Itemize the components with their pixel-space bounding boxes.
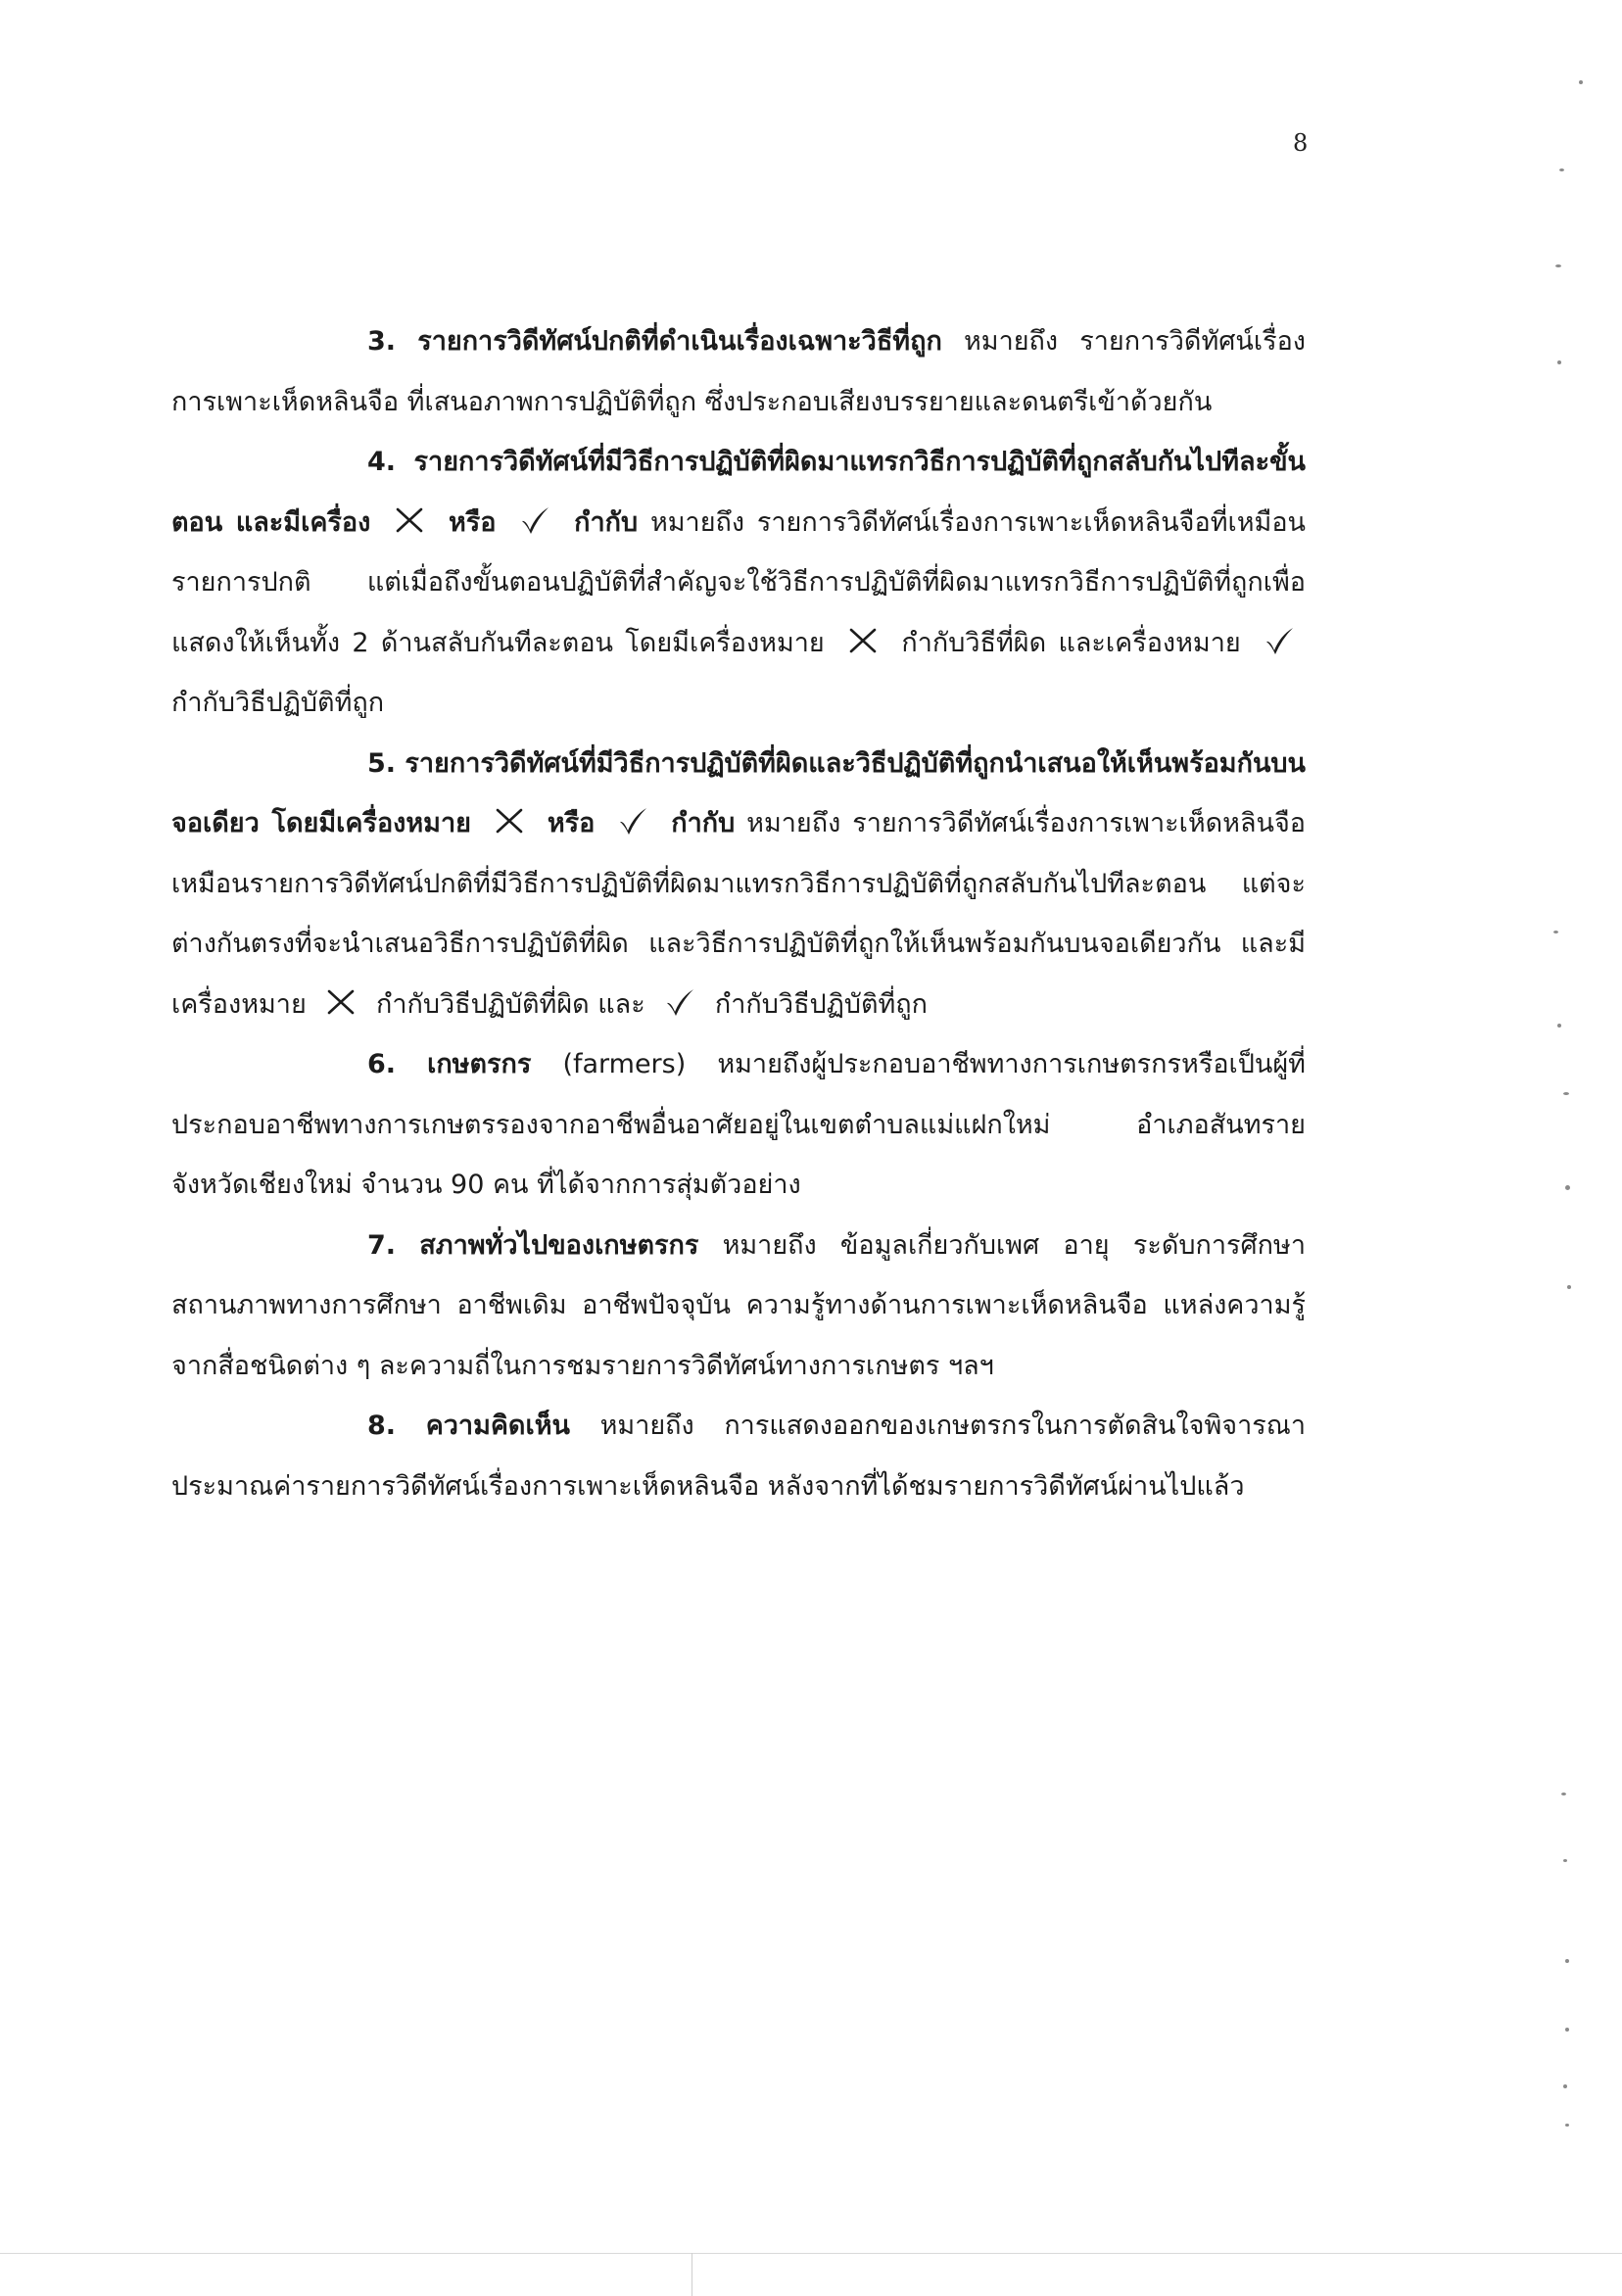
item-number: 6. — [367, 1049, 397, 1079]
definition-term: รายการวิดีทัศน์ปกติที่ดำเนินเรื่องเฉพาะวิธีที่ถูก — [417, 326, 942, 357]
cross-mark-icon — [846, 624, 880, 657]
check-mark-icon — [663, 985, 696, 1019]
scan-speck — [1565, 2124, 1569, 2127]
definition-term-english: (farmers) — [562, 1049, 687, 1079]
definition-text: กำกับวิธีที่ผิด และเครื่องหมาย — [901, 627, 1241, 658]
scan-speck — [1563, 1859, 1567, 1862]
item-number: 3. — [367, 326, 397, 357]
definition-text: หมายถึง รายการวิดีทัศน์เรื่องการเพาะเห็ดหลินจือที่เหมือนรายการปกติ แต่เมื่อถึงขั้นตอนปฏิบัติที่สำคัญจะใช้วิธีการปฏิบัติที่ผิดมาแทรกวิธีการปฏิบัติที่ถูกเพื่อแสดงให้เห็นทั้ง 2 ด้านสลับกันทีละตอน โดยมีเครื่องหมาย — [171, 506, 1306, 658]
definition-text: หมายถึง การแสดงออกของเกษตรกรในการตัดสินใจพิจารณาประมาณค่ารายการวิดีทัศน์เรื่องการเพาะเห็ดหลินจือ หลังจากที่ได้ชมรายการวิดีทัศน์ผ่านไปแล้ว — [171, 1411, 1306, 1502]
item-number: 7. — [367, 1229, 397, 1261]
cross-mark-icon — [393, 503, 426, 537]
definition-text: กำกับวิธีปฏิบัติที่ผิด และ — [375, 988, 645, 1020]
scan-speck — [1565, 1185, 1570, 1190]
definition-text: หมายถึงผู้ประกอบอาชีพทางการเกษตรกรหรือเป็นผู้ที่ประกอบอาชีพทางการเกษตรรองจากอาชีพอื่นอาศัยอยู่ในเขตตำบลแม่แฝกใหม่ อำเภอสันทราย จังหวัดเชียงใหม่ จำนวน 90 คน ที่ได้จากการสุ่มตัวอย่าง — [171, 1049, 1306, 1200]
check-mark-icon — [518, 503, 551, 537]
definition-term: สภาพทั่วไปของเกษตรกร — [419, 1229, 699, 1261]
definition-term-or: หรือ — [448, 506, 497, 538]
definition-item-7 — [171, 1216, 1306, 1397]
page-number: 8 — [1293, 129, 1309, 157]
definition-term-suffix: กำกับ — [671, 808, 736, 838]
item-number: 5. — [367, 747, 397, 779]
definition-text: หมายถึง ข้อมูลเกี่ยวกับเพศ อายุ ระดับการศึกษา สถานภาพทางการศึกษา อาชีพเดิม อาชีพปัจจุบัน ความรู้ทางด้านการเพาะเห็ดหลินจือ แหล่งความรู้จากสื่อชนิดต่าง ๆ ละความถี่ในการชมรายการวิดีทัศน์ทางการเกษตร ฯลฯ — [171, 1229, 1306, 1381]
definition-item-5 — [171, 734, 1306, 1035]
definition-term-or: หรือ — [547, 808, 596, 838]
check-mark-icon — [1263, 624, 1296, 657]
check-mark-icon — [616, 804, 649, 837]
definition-text: หมายถึง รายการวิดีทัศน์เรื่องการเพาะเห็ดหลินจือ ที่เสนอภาพการปฏิบัติที่ถูก ซึ่งประกอบเสียงบรรยายและดนตรีเข้าด้วยกัน — [171, 326, 1306, 417]
definition-term: รายการวิดีทัศน์ที่มีวิธีการปฏิบัติที่ผิดมาแทรกวิธีการปฏิบัติที่ถูกสลับกันไปทีละขั้นตอน และมีเครื่อง — [171, 447, 1306, 538]
scan-speck — [1559, 168, 1564, 171]
definition-item-8 — [171, 1396, 1306, 1516]
definition-text: หมายถึง รายการวิดีทัศน์เรื่องการเพาะเห็ดหลินจือเหมือนรายการวิดีทัศน์ปกติที่มีวิธีการปฏิบัติที่ผิดมาแทรกวิธีการปฏิบัติที่ถูกสลับกันไปทีละตอน แต่จะต่างกันตรงที่จะนำเสนอวิธีการปฏิบัติที่ผิด และวิธีการปฏิบัติที่ถูกให้เห็นพร้อมกันบนจอเดียวกัน และมีเครื่องหมาย — [171, 808, 1306, 1020]
item-number: 4. — [367, 447, 397, 477]
definition-term: ความคิดเห็น — [425, 1411, 570, 1441]
cross-mark-icon — [324, 985, 358, 1019]
scan-speck — [1563, 1092, 1569, 1095]
scan-speck — [1565, 2028, 1569, 2032]
document-body — [171, 311, 1306, 1516]
definition-item-4 — [171, 432, 1306, 734]
definition-term: เกษตรกร — [427, 1049, 532, 1079]
cross-mark-icon — [493, 804, 526, 837]
scan-speck — [1553, 931, 1558, 933]
scan-speck — [1565, 1959, 1569, 1963]
item-number: 8. — [367, 1411, 397, 1441]
scan-edge-line — [0, 2253, 1622, 2254]
definition-term-suffix: กำกับ — [574, 506, 639, 538]
definition-item-6 — [171, 1034, 1306, 1216]
definition-term: รายการวิดีทัศน์ที่มีวิธีการปฏิบัติที่ผิดและวิธีปฏิบัติที่ถูกนำเสนอให้เห็นพร้อมกันบนจอเดียว โดยมีเครื่องหมาย — [171, 747, 1306, 838]
scan-speck — [1563, 2084, 1567, 2088]
definition-item-3 — [171, 311, 1306, 432]
scan-speck — [1561, 1793, 1566, 1795]
definition-text: กำกับวิธีปฏิบัติที่ถูก — [171, 688, 385, 718]
scan-speck — [1567, 1285, 1571, 1289]
scan-speck — [1555, 264, 1561, 267]
scan-speck — [1557, 1024, 1561, 1028]
scan-speck — [1579, 80, 1583, 84]
definition-text: กำกับวิธีปฏิบัติที่ถูก — [714, 988, 928, 1020]
scan-speck — [1557, 360, 1561, 364]
